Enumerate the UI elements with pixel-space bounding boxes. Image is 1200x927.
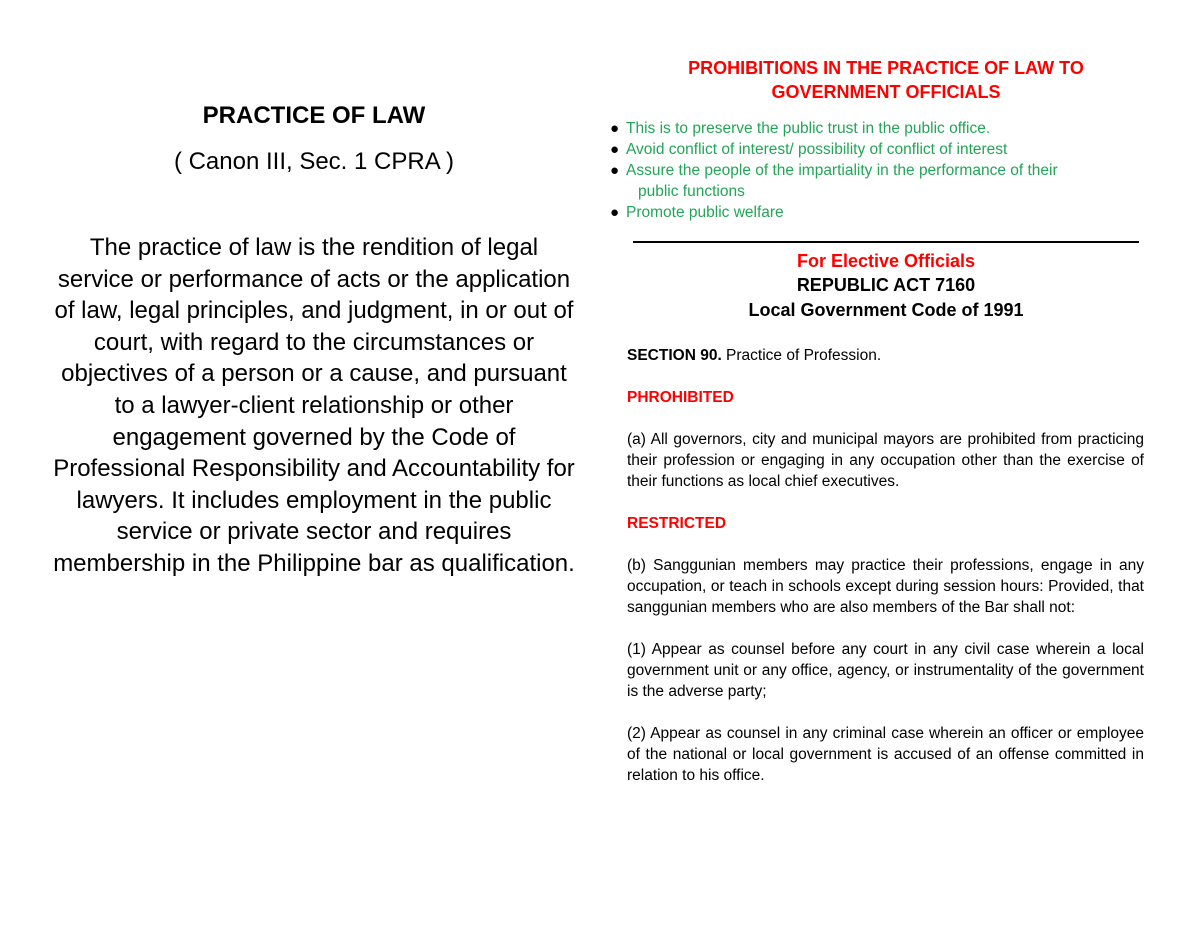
list-item (610, 160, 1160, 202)
purpose-text: This is to preserve the public trust in the public office. (626, 120, 991, 137)
left-subtitle: ( Canon III, Sec. 1 CPRA ) (173, 148, 455, 175)
section-90-block (627, 345, 1144, 786)
prohibitions-title-line1: PROHIBITIONS IN THE PRACTICE OF LAW TO (688, 58, 1084, 78)
bullet-icon: ● (610, 120, 620, 137)
section-label: SECTION 90. (627, 347, 722, 364)
bullet-icon: ● (610, 141, 620, 158)
bullet-icon: ● (610, 162, 620, 179)
restricted-paragraph: (b) Sanggunian members may practice their professions, engage in any occupation, or teach in schools except during session hours: Provided, that sanggunian members who are also members of the Bar shall not: (627, 557, 1144, 616)
list-item (610, 139, 1160, 160)
bullet-icon: ● (610, 204, 620, 221)
practice-of-law-definition: The practice of law is the rendition of legal service or performance of acts or the application of law, legal principles, and judgment, in or out of court, with regard to the circumstances or objectives of a person or a cause, and pursuant to a lawyer-client relationship or other engagement governed by the Code of Professional Responsibility and Accountability for lawyers. It includes employment in the public service or private sector and requires membership in the Philippine bar as qualification. (53, 234, 575, 577)
purpose-continuation: public functions (638, 183, 745, 200)
prohibitions-title-line2: GOVERNMENT OFFICIALS (771, 82, 1001, 102)
prohibited-paragraph: (a) All governors, city and municipal mayors are prohibited from practicing their profession or engaging in any occupation other than the exercise of their functions as local chief executives. (627, 431, 1144, 490)
prohibited-label: PHROHIBITED (627, 389, 734, 406)
list-item (610, 118, 1160, 139)
restriction-item-2: (2) Appear as counsel in any criminal case wherein an officer or employee of the national or local government is accused of an offense committed in relation to his office. (627, 725, 1144, 784)
left-title: PRACTICE OF LAW (202, 102, 426, 129)
horizontal-divider (633, 241, 1139, 243)
restricted-label: RESTRICTED (627, 515, 727, 532)
left-column (50, 98, 578, 580)
purpose-text: Avoid conflict of interest/ possibility of conflict of interest (626, 141, 1008, 158)
section-heading (627, 345, 1144, 366)
elective-officials-heading: For Elective Officials (796, 251, 976, 271)
republic-act-heading: REPUBLIC ACT 7160 (796, 275, 976, 295)
purpose-text: Assure the people of the impartiality in the performance of their (626, 162, 1058, 179)
purpose-list (600, 118, 1160, 223)
prohibitions-title (600, 56, 1160, 104)
local-government-code-heading: Local Government Code of 1991 (748, 300, 1024, 320)
restriction-item-1: (1) Appear as counsel before any court in any civil case wherein a local government unit or any office, agency, or instrumentality of the government is the adverse party; (627, 641, 1144, 700)
right-column (600, 56, 1160, 807)
section-title: Practice of Profession. (721, 347, 882, 364)
list-item (610, 202, 1160, 223)
purpose-text: Promote public welfare (626, 204, 784, 221)
